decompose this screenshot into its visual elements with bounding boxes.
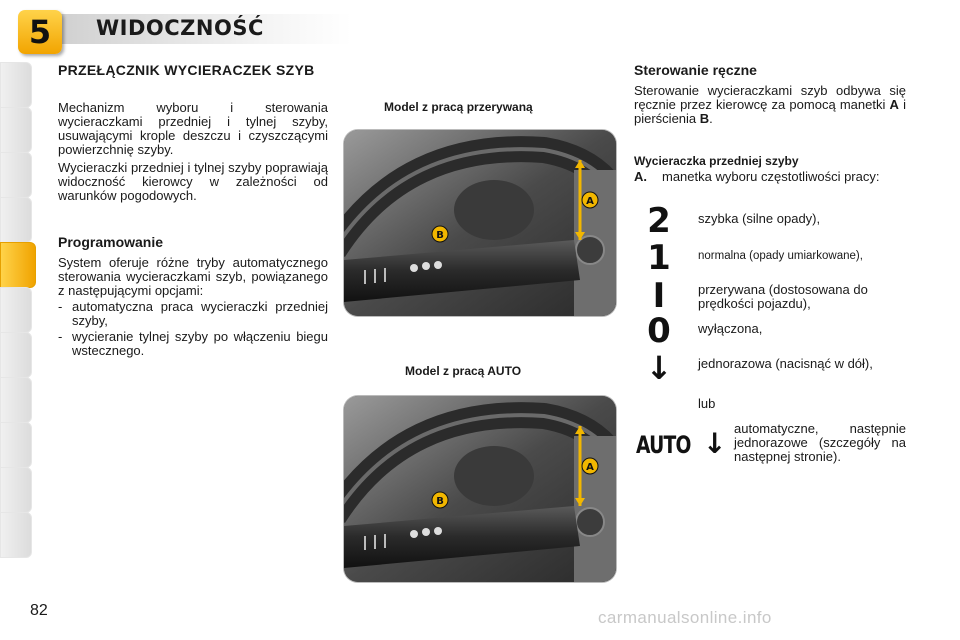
mode-symbol-1: 1 xyxy=(647,238,671,278)
text-span-bold: B xyxy=(699,111,710,126)
item-a xyxy=(634,170,906,184)
auto-text: automatyczne, następnie jednorazowe (szczegóły na następnej stronie). xyxy=(734,421,906,464)
chapter-tabs xyxy=(0,62,34,582)
chapter-tab[interactable] xyxy=(0,62,32,108)
programming-text: System oferuje różne tryby automatycznego sterowania wycieraczkami szyb, powiązanego z następującymi opcjami: xyxy=(58,255,328,298)
front-wiper-title: Wycieraczka przedniej szyby xyxy=(634,154,799,168)
text-span: i pierścienia xyxy=(634,97,906,126)
mode-text: normalna (opady umiarkowane), xyxy=(698,250,863,262)
chapter-tab-active[interactable] xyxy=(0,242,36,288)
intro-text xyxy=(58,101,328,207)
watermark: carmanualsonline.info xyxy=(598,608,772,627)
chapter-tab[interactable] xyxy=(0,197,32,243)
list-item xyxy=(58,300,328,328)
chapter-tab[interactable] xyxy=(0,332,32,378)
label-b: B xyxy=(436,230,444,241)
chapter-tab[interactable] xyxy=(0,512,32,558)
caption-intermittent-model: Model z pracą przerywaną xyxy=(384,100,533,114)
wiper-stalk-photo-auto xyxy=(344,396,616,582)
arrow-down-icon: ↓ xyxy=(645,349,673,387)
chapter-number-badge: 5 xyxy=(18,10,62,54)
wiper-stalk-photo-intermittent xyxy=(344,130,616,316)
mode-symbol-i: I xyxy=(652,276,666,316)
arrow-down-icon: ↓ xyxy=(703,427,727,460)
chapter-tab[interactable] xyxy=(0,422,32,468)
programming-list xyxy=(58,300,328,358)
chapter-tab[interactable] xyxy=(0,107,32,153)
caption-auto-model: Model z pracą AUTO xyxy=(405,364,522,378)
programming-title: Programowanie xyxy=(58,234,164,250)
item-a-text: manetka wyboru częstotliwości pracy: xyxy=(662,169,880,184)
mode-text: wyłączona, xyxy=(698,321,763,336)
intro-paragraph: Wycieraczki przedniej i tylnej szyby poprawiają widoczność kierowcy w zależności od warunków pogodowych. xyxy=(58,160,328,203)
label-a: A xyxy=(586,196,594,207)
auto-symbol: AUTO xyxy=(636,431,691,459)
manual-control-text xyxy=(634,84,906,126)
chapter-tab[interactable] xyxy=(0,377,32,423)
chapter-tab[interactable] xyxy=(0,467,32,513)
chapter-tab[interactable] xyxy=(0,287,32,333)
page-number: 82 xyxy=(30,602,48,619)
section-title: PRZEŁĄCZNIK WYCIERACZEK SZYB xyxy=(58,62,315,78)
list-item-text: automatyczna praca wycieraczki przedniej szyby, xyxy=(72,299,328,328)
manual-control-title: Sterowanie ręczne xyxy=(634,62,757,78)
list-item-text: wycieranie tylnej szyby po włączeniu biegu wstecznego. xyxy=(72,329,328,358)
label-b: B xyxy=(436,496,444,507)
or-text: lub xyxy=(698,396,716,411)
mode-text: szybka (silne opady), xyxy=(698,211,821,226)
list-bullet: - xyxy=(58,329,63,344)
mode-text: jednorazowa (nacisnąć w dół), xyxy=(698,356,873,371)
list-item xyxy=(58,330,328,358)
item-a-label: A. xyxy=(634,169,647,184)
label-a: A xyxy=(586,462,594,473)
text-span-bold: A xyxy=(889,97,899,112)
mode-symbol-2: 2 xyxy=(647,201,671,241)
mode-text: przerywana (dostosowana do prędkości pojazdu), xyxy=(698,282,868,311)
mode-symbol-0: 0 xyxy=(647,311,671,351)
list-bullet: - xyxy=(58,299,63,314)
chapter-tab[interactable] xyxy=(0,152,32,198)
text-span: Sterowanie wycieraczkami szyb odbywa się ręcznie przez kierowcę za pomocą manetki xyxy=(634,83,906,112)
text-span: . xyxy=(709,111,713,126)
intro-paragraph: Mechanizm wyboru i sterowania wycieraczkami przedniej i tylnej szyby, usuwającymi krople deszczu i czyszczącymi powierzchnię szyby. xyxy=(58,100,328,157)
chapter-title: WIDOCZNOŚĆ xyxy=(96,16,264,40)
